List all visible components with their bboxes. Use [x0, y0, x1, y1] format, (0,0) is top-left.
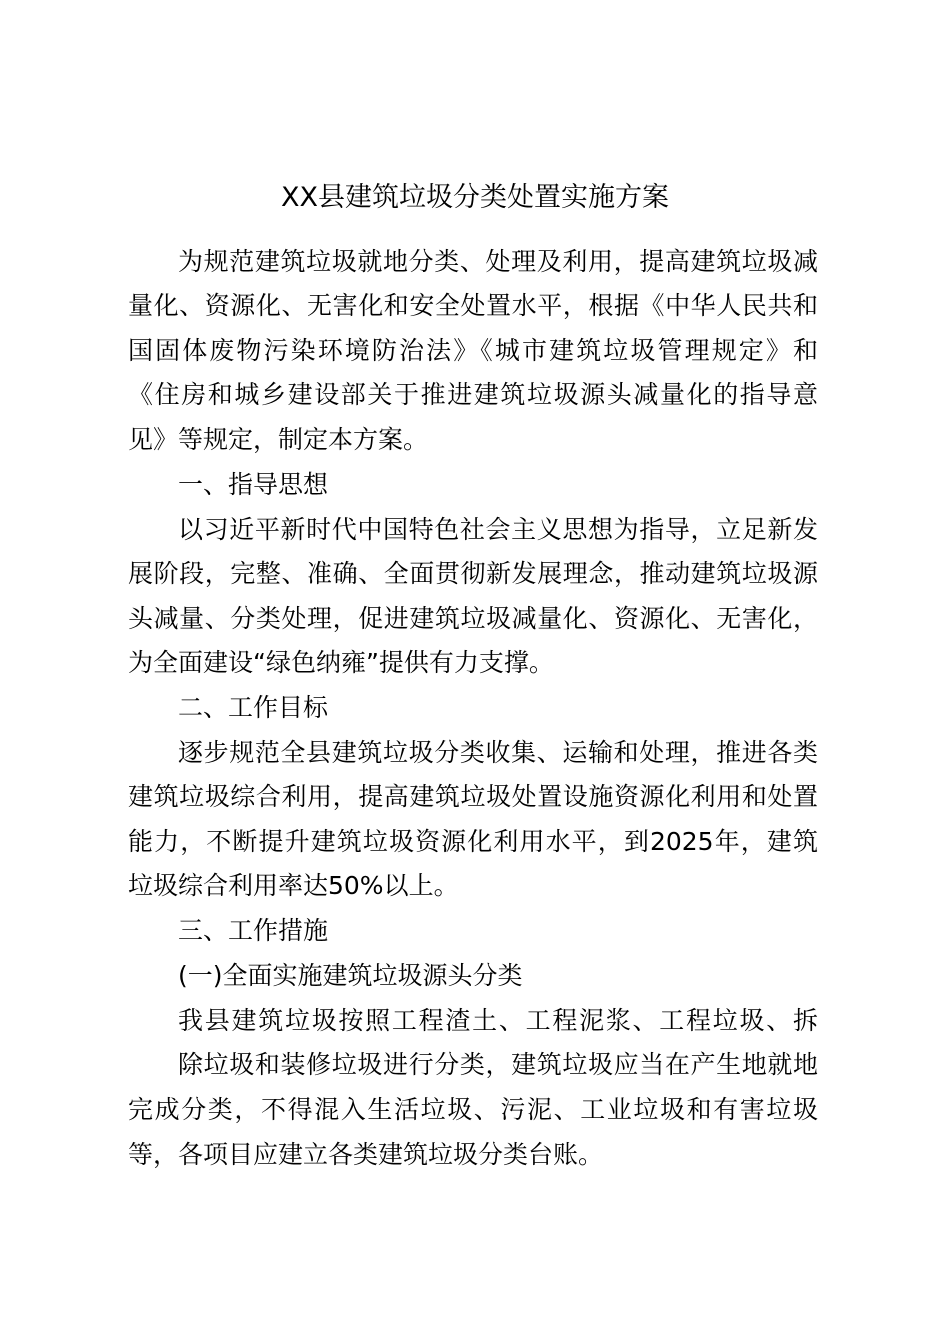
paragraph-line: 除垃圾和装修垃圾进行分类，建筑垃圾应当在产生地就地 [178, 1050, 818, 1079]
paragraph-line: 垃圾综合利用率达50%以上。 [128, 871, 459, 900]
paragraph-line: 国固体废物污染环境防治法》《城市建筑垃圾管理规定》和 [128, 336, 818, 365]
section-heading: 二、工作目标 [178, 693, 329, 722]
paragraph-line: 等，各项目应建立各类建筑垃圾分类台账。 [128, 1140, 604, 1169]
paragraph-line: 展阶段，完整、准确、全面贯彻新发展理念，推动建筑垃圾源 [128, 559, 818, 588]
paragraph-line: 逐步规范全县建筑垃圾分类收集、运输和处理，推进各类 [178, 738, 818, 767]
paragraph-line: 为全面建设“绿色纳雍”提供有力支撑。 [128, 648, 554, 677]
paragraph-line: 能力，不断提升建筑垃圾资源化利用水平，到2025年，建筑 [128, 827, 818, 856]
paragraph-line: 见》等规定，制定本方案。 [128, 425, 429, 454]
section-heading: 一、指导思想 [178, 470, 329, 499]
paragraph-line: 为规范建筑垃圾就地分类、处理及利用，提高建筑垃圾减 [178, 247, 818, 276]
paragraph-line: 建筑垃圾综合利用，提高建筑垃圾处置设施资源化利用和处置 [128, 782, 818, 811]
document-title: XX县建筑垃圾分类处置实施方案 [281, 182, 669, 213]
section-heading: 三、工作措施 [178, 916, 329, 945]
paragraph-line: 头减量、分类处理，促进建筑垃圾减量化、资源化、无害化， [128, 604, 818, 633]
paragraph-line: 《住房和城乡建设部关于推进建筑垃圾源头减量化的指导意 [128, 380, 818, 409]
paragraph-line: 以习近平新时代中国特色社会主义思想为指导，立足新发 [178, 515, 818, 544]
paragraph-line: 量化、资源化、无害化和安全处置水平，根据《中华人民共和 [128, 291, 818, 320]
paragraph-line: 我县建筑垃圾按照工程渣土、工程泥浆、工程垃圾、拆 [178, 1006, 818, 1035]
subsection-heading: (一)全面实施建筑垃圾源头分类 [178, 961, 523, 990]
paragraph-line: 完成分类，不得混入生活垃圾、污泥、工业垃圾和有害垃圾 [128, 1095, 818, 1124]
